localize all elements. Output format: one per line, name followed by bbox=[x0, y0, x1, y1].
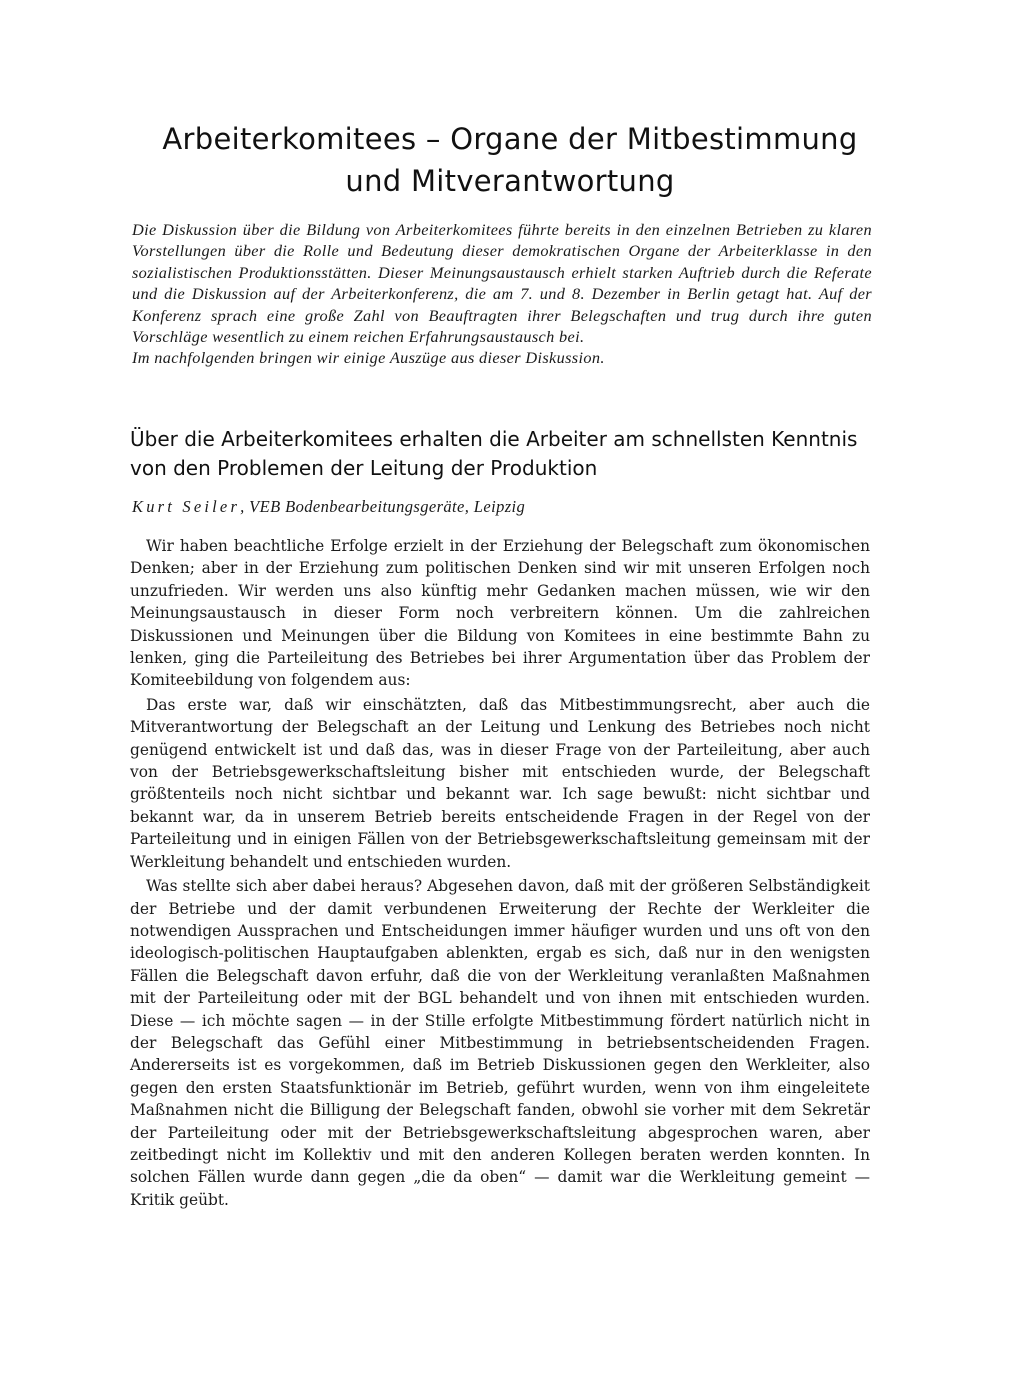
body-paragraph-2: Das erste war, daß wir einschätzten, daß das Mitbestimmungsrecht, aber auch die Mitverantwortung der Belegschaft an der Leitung und Lenkung des Betriebes noch nicht genügend entwickelt ist und daß das, was in dieser Frage von der Parteileitung, aber auch von der Betriebsgewerkschaftsleitung bisher mit entschieden wurde, der Belegschaft größtenteils noch nicht sichtbar und bekannt war. Ich sage bewußt: nicht sichtbar und bekannt war, da in unserem Betrieb bereits entscheidende Fragen in der Regel von der Parteileitung und in einigen Fällen von der Betriebsgewerkschaftsleitung gemeinsam mit der Werkleitung behandelt und entschieden wurden. bbox=[130, 695, 870, 871]
article-title-line-2: und Mitverantwortung bbox=[345, 164, 675, 198]
intro-paragraph-2: Im nachfolgenden bringen wir einige Auszüge aus dieser Diskussion. bbox=[132, 348, 605, 368]
article-title-line-1: Arbeiterkomitees – Organe der Mitbestimmung bbox=[162, 122, 858, 156]
author-name: Kurt Seiler bbox=[132, 497, 241, 516]
article-body bbox=[130, 535, 870, 1213]
section-heading: Über die Arbeiterkomitees erhalten die Arbeiter am schnellsten Kenntnis von den Problemen der Leitung der Produktion bbox=[130, 427, 858, 480]
author-affiliation: , VEB Bodenbearbeitungsgeräte, Leipzig bbox=[240, 497, 526, 516]
intro-paragraph-1: Die Diskussion über die Bildung von Arbeiterkomitees führte bereits in den einzelnen Betrieben zu klaren Vorstellungen über die Rolle und Bedeutung dieser demokratischen Organe der Arbeiterklasse in den sozialistischen Produktionsstätten. Dieser Meinungsaustausch erhielt starken Auftrieb durch die Referate und die Diskussion auf der Arbeiterkonferenz, die am 7. und 8. Dezember in Berlin getagt hat. Auf der Konferenz sprach eine große Zahl von Beauftragten ihrer Belegschaften und trug durch ihre guten Vorschläge wesentlich zu einem reichen Erfahrungsaustausch bei. bbox=[132, 220, 872, 347]
body-paragraph-1: Wir haben beachtliche Erfolge erzielt in der Erziehung der Belegschaft zum ökonomischen Denken; aber in der Erziehung zum politischen Denken sind wir mit unseren Erfolgen noch unzufrieden. Wir werden uns also künftig mehr Gedanken machen müssen, wie wir den Meinungsaustausch in dieser Form noch verbreitern können. Um die zahlreichen Diskussionen und Meinungen über die Bildung von Komitees in eine bestimmte Bahn zu lenken, ging die Parteileitung des Betriebes bei ihrer Argumentation über das Problem der Komiteebildung von folgendem aus: bbox=[130, 537, 870, 690]
intro-text bbox=[132, 219, 872, 369]
article-title bbox=[100, 118, 920, 202]
body-paragraph-3: Was stellte sich aber dabei heraus? Abgesehen davon, daß mit der größeren Selbständigkeit der Betriebe und der damit verbundenen Erweiterung der Rechte der Werkleiter die notwendigen Aussprachen und Entscheidungen immer häufiger wurden und uns oft von den ideologisch-politischen Hauptaufgaben ablenkten, ergab es sich, daß nur in den wenigsten Fällen die Belegschaft davon erfuhr, daß die von der Werkleitung veranlaßten Maßnahmen mit der Parteileitung oder mit der BGL behandelt und von ihnen mit entschieden wurden. Diese — ich möchte sagen — in der Stille erfolgte Mitbestimmung fördert natürlich nicht in der Belegschaft das Gefühl einer Mitbestimmung in betriebsentscheidenden Fragen. Andererseits ist es vorgekommen, daß im Betrieb Diskussionen gegen den Werkleiter, also gegen den ersten Staatsfunktionär im Betrieb, geführt wurden, wenn von ihm eingeleitete Maßnahmen nicht die Billigung der Belegschaft fanden, obwohl sie vorher mit dem Sekretär der Parteileitung oder mit der Betriebsgewerkschaftsleitung abgesprochen waren, aber zeitbedingt nicht im Kollektiv und mit den anderen Kollegen beraten werden konnten. In solchen Fällen wurde dann gegen „die da oben“ — damit war die Werkleitung gemeint — Kritik geübt. bbox=[130, 877, 870, 1209]
author-line bbox=[132, 497, 525, 517]
